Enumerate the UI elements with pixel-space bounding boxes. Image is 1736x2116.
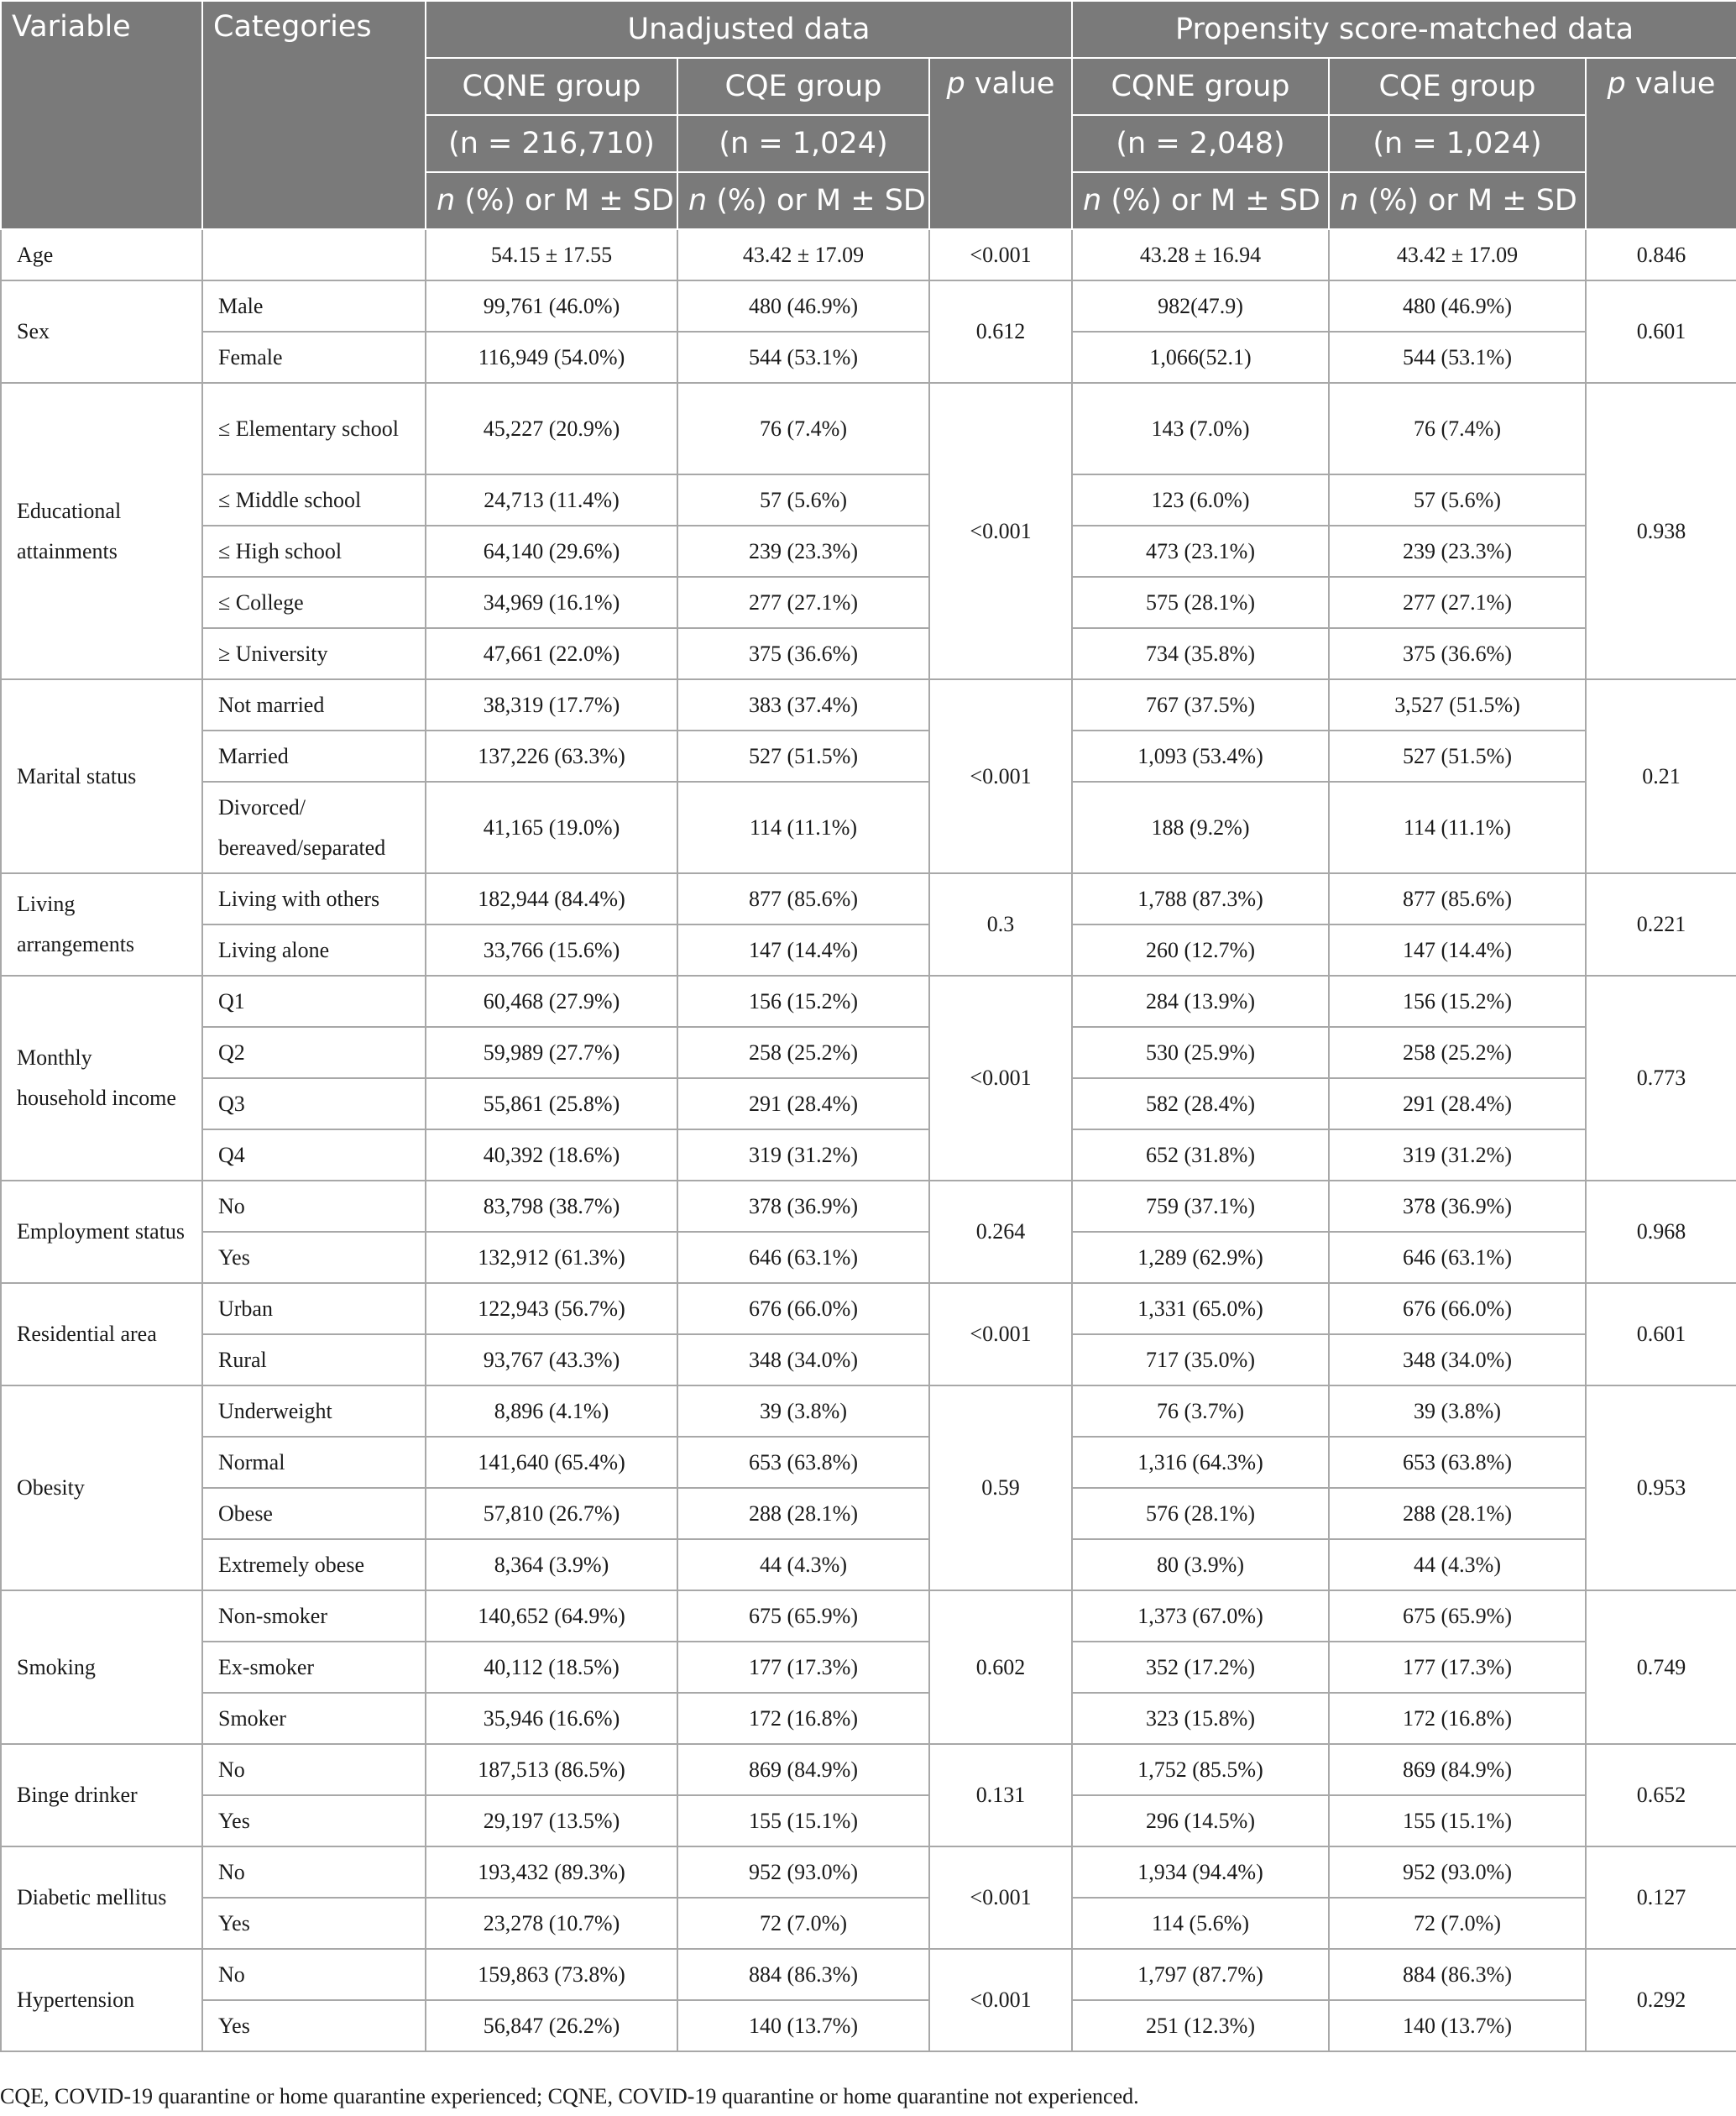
header-matched-cqe: CQE group: [1329, 58, 1586, 115]
unadjusted-cqe-cell: 114 (11.1%): [677, 782, 929, 873]
unadjusted-p-value-cell: <0.001: [929, 976, 1072, 1181]
unadjusted-cqe-cell: 869 (84.9%): [677, 1744, 929, 1795]
category-cell: Married: [202, 731, 426, 782]
unadjusted-cqne-cell: 45,227 (20.9%): [426, 383, 677, 474]
unadjusted-cqne-cell: 23,278 (10.7%): [426, 1898, 677, 1949]
table-row: [1, 1129, 1736, 1181]
matched-cqne-cell: 80 (3.9%): [1072, 1539, 1329, 1590]
unadjusted-p-value-cell: <0.001: [929, 1846, 1072, 1949]
header-unadjusted-p: p value: [929, 58, 1072, 229]
category-cell: Q4: [202, 1129, 426, 1181]
unadjusted-cqne-cell: 132,912 (61.3%): [426, 1232, 677, 1283]
matched-p-value-cell: 0.773: [1586, 976, 1736, 1181]
unadjusted-cqe-cell: 884 (86.3%): [677, 1949, 929, 2000]
matched-cqne-cell: 652 (31.8%): [1072, 1129, 1329, 1181]
unadjusted-cqe-cell: 288 (28.1%): [677, 1488, 929, 1539]
table-row: [1, 1488, 1736, 1539]
header-stat: n (%) or M ± SD: [677, 172, 929, 229]
unadjusted-cqne-cell: 93,767 (43.3%): [426, 1334, 677, 1385]
matched-cqne-cell: 1,289 (62.9%): [1072, 1232, 1329, 1283]
header-unadjusted-cqne-n: (n = 216,710): [426, 115, 677, 172]
matched-p-value-cell: 0.953: [1586, 1385, 1736, 1590]
category-cell: Urban: [202, 1283, 426, 1334]
category-cell: Q1: [202, 976, 426, 1027]
table-row: [1, 628, 1736, 679]
category-cell: Yes: [202, 1795, 426, 1846]
header-matched-cqe-n: (n = 1,024): [1329, 115, 1586, 172]
unadjusted-cqne-cell: 57,810 (26.7%): [426, 1488, 677, 1539]
unadjusted-cqne-cell: 60,468 (27.9%): [426, 976, 677, 1027]
unadjusted-cqne-cell: 56,847 (26.2%): [426, 2000, 677, 2051]
category-cell: Yes: [202, 1898, 426, 1949]
header-matched-cqne: CQNE group: [1072, 58, 1329, 115]
matched-cqe-cell: 57 (5.6%): [1329, 474, 1586, 526]
matched-cqne-cell: 1,093 (53.4%): [1072, 731, 1329, 782]
matched-cqne-cell: 143 (7.0%): [1072, 383, 1329, 474]
matched-p-value-cell: 0.749: [1586, 1590, 1736, 1744]
table-row: [1, 782, 1736, 873]
matched-cqne-cell: 576 (28.1%): [1072, 1488, 1329, 1539]
matched-cqne-cell: 575 (28.1%): [1072, 577, 1329, 628]
unadjusted-cqne-cell: 116,949 (54.0%): [426, 332, 677, 383]
unadjusted-p-value-cell: <0.001: [929, 383, 1072, 679]
unadjusted-cqe-cell: 291 (28.4%): [677, 1078, 929, 1129]
unadjusted-cqne-cell: 8,364 (3.9%): [426, 1539, 677, 1590]
unadjusted-cqne-cell: 33,766 (15.6%): [426, 924, 677, 976]
unadjusted-cqne-cell: 140,652 (64.9%): [426, 1590, 677, 1642]
table-row: [1, 577, 1736, 628]
category-cell: Not married: [202, 679, 426, 731]
unadjusted-cqne-cell: 137,226 (63.3%): [426, 731, 677, 782]
unadjusted-p-value-cell: <0.001: [929, 229, 1072, 280]
matched-p-value-cell: 0.968: [1586, 1181, 1736, 1283]
matched-cqe-cell: 177 (17.3%): [1329, 1642, 1586, 1693]
header-unadjusted-cqne: CQNE group: [426, 58, 677, 115]
unadjusted-cqne-cell: 29,197 (13.5%): [426, 1795, 677, 1846]
variable-cell: Diabetic mellitus: [1, 1846, 202, 1949]
table-row: [1, 1232, 1736, 1283]
header-unadjusted: Unadjusted data: [426, 1, 1072, 58]
matched-cqne-cell: 284 (13.9%): [1072, 976, 1329, 1027]
variable-cell: Living arrangements: [1, 873, 202, 976]
category-cell: Extremely obese: [202, 1539, 426, 1590]
matched-cqne-cell: 296 (14.5%): [1072, 1795, 1329, 1846]
category-cell: Smoker: [202, 1693, 426, 1744]
category-cell: Yes: [202, 2000, 426, 2051]
matched-cqe-cell: 147 (14.4%): [1329, 924, 1586, 976]
matched-p-value-cell: 0.127: [1586, 1846, 1736, 1949]
table-row: [1, 1334, 1736, 1385]
unadjusted-cqne-cell: 47,661 (22.0%): [426, 628, 677, 679]
unadjusted-p-value-cell: 0.59: [929, 1385, 1072, 1590]
unadjusted-cqne-cell: 122,943 (56.7%): [426, 1283, 677, 1334]
unadjusted-cqe-cell: 653 (63.8%): [677, 1437, 929, 1488]
matched-cqe-cell: 43.42 ± 17.09: [1329, 229, 1586, 280]
matched-cqe-cell: 676 (66.0%): [1329, 1283, 1586, 1334]
matched-cqe-cell: 544 (53.1%): [1329, 332, 1586, 383]
category-cell: Non-smoker: [202, 1590, 426, 1642]
table-row: [1, 2000, 1736, 2051]
unadjusted-cqne-cell: 35,946 (16.6%): [426, 1693, 677, 1744]
unadjusted-cqe-cell: 375 (36.6%): [677, 628, 929, 679]
unadjusted-cqe-cell: 877 (85.6%): [677, 873, 929, 924]
table-row: [1, 383, 1736, 474]
matched-cqe-cell: 527 (51.5%): [1329, 731, 1586, 782]
unadjusted-cqe-cell: 348 (34.0%): [677, 1334, 929, 1385]
matched-cqne-cell: 323 (15.8%): [1072, 1693, 1329, 1744]
variable-cell: Binge drinker: [1, 1744, 202, 1846]
matched-cqne-cell: 188 (9.2%): [1072, 782, 1329, 873]
unadjusted-p-value-cell: 0.602: [929, 1590, 1072, 1744]
matched-cqne-cell: 1,797 (87.7%): [1072, 1949, 1329, 2000]
matched-p-value-cell: 0.601: [1586, 1283, 1736, 1385]
header-matched-cqne-n: (n = 2,048): [1072, 115, 1329, 172]
table-row: [1, 1283, 1736, 1334]
matched-cqe-cell: 675 (65.9%): [1329, 1590, 1586, 1642]
unadjusted-cqe-cell: 39 (3.8%): [677, 1385, 929, 1437]
matched-cqe-cell: 258 (25.2%): [1329, 1027, 1586, 1078]
category-cell: Underweight: [202, 1385, 426, 1437]
footnote: CQE, COVID-19 quarantine or home quarantine experienced; CQNE, COVID-19 quarantine or home quarantine not experienced.: [0, 2084, 1139, 2108]
header-variable: Variable: [1, 1, 202, 229]
matched-cqe-cell: 39 (3.8%): [1329, 1385, 1586, 1437]
matched-p-value-cell: 0.601: [1586, 280, 1736, 383]
table-row: [1, 1642, 1736, 1693]
category-cell: Divorced/ bereaved/separated: [202, 782, 426, 873]
table-row: [1, 280, 1736, 332]
variable-cell: Hypertension: [1, 1949, 202, 2051]
category-cell: ≤ High school: [202, 526, 426, 577]
unadjusted-cqe-cell: 72 (7.0%): [677, 1898, 929, 1949]
category-cell: ≥ University: [202, 628, 426, 679]
matched-cqe-cell: 3,527 (51.5%): [1329, 679, 1586, 731]
matched-cqne-cell: 352 (17.2%): [1072, 1642, 1329, 1693]
matched-cqe-cell: 646 (63.1%): [1329, 1232, 1586, 1283]
unadjusted-cqne-cell: 182,944 (84.4%): [426, 873, 677, 924]
matched-p-value-cell: 0.846: [1586, 229, 1736, 280]
unadjusted-cqne-cell: 41,165 (19.0%): [426, 782, 677, 873]
header-stat: n (%) or M ± SD: [1072, 172, 1329, 229]
unadjusted-cqe-cell: 383 (37.4%): [677, 679, 929, 731]
unadjusted-cqe-cell: 44 (4.3%): [677, 1539, 929, 1590]
matched-cqe-cell: 44 (4.3%): [1329, 1539, 1586, 1590]
unadjusted-cqe-cell: 319 (31.2%): [677, 1129, 929, 1181]
matched-cqe-cell: 480 (46.9%): [1329, 280, 1586, 332]
unadjusted-cqe-cell: 544 (53.1%): [677, 332, 929, 383]
matched-cqe-cell: 114 (11.1%): [1329, 782, 1586, 873]
unadjusted-cqe-cell: 378 (36.9%): [677, 1181, 929, 1232]
matched-p-value-cell: 0.221: [1586, 873, 1736, 976]
unadjusted-cqne-cell: 38,319 (17.7%): [426, 679, 677, 731]
matched-cqe-cell: 877 (85.6%): [1329, 873, 1586, 924]
table-row: [1, 474, 1736, 526]
table-row: [1, 332, 1736, 383]
table-row: [1, 229, 1736, 280]
variable-cell: Marital status: [1, 679, 202, 873]
table-row: [1, 679, 1736, 731]
unadjusted-cqne-cell: 83,798 (38.7%): [426, 1181, 677, 1232]
category-cell: No: [202, 1846, 426, 1898]
unadjusted-cqe-cell: 140 (13.7%): [677, 2000, 929, 2051]
table-row: [1, 1437, 1736, 1488]
header-stat: n (%) or M ± SD: [426, 172, 677, 229]
matched-cqne-cell: 43.28 ± 16.94: [1072, 229, 1329, 280]
variable-cell: Monthly household income: [1, 976, 202, 1181]
category-cell: Obese: [202, 1488, 426, 1539]
matched-cqe-cell: 76 (7.4%): [1329, 383, 1586, 474]
category-cell: Normal: [202, 1437, 426, 1488]
variable-cell: Obesity: [1, 1385, 202, 1590]
matched-cqne-cell: 473 (23.1%): [1072, 526, 1329, 577]
table-row: [1, 1795, 1736, 1846]
matched-cqne-cell: 1,752 (85.5%): [1072, 1744, 1329, 1795]
matched-cqe-cell: 348 (34.0%): [1329, 1334, 1586, 1385]
table-row: [1, 1949, 1736, 2000]
unadjusted-cqne-cell: 193,432 (89.3%): [426, 1846, 677, 1898]
matched-cqe-cell: 239 (23.3%): [1329, 526, 1586, 577]
matched-cqne-cell: 530 (25.9%): [1072, 1027, 1329, 1078]
unadjusted-p-value-cell: <0.001: [929, 679, 1072, 873]
table-row: [1, 976, 1736, 1027]
category-cell: ≤ Middle school: [202, 474, 426, 526]
unadjusted-cqe-cell: 952 (93.0%): [677, 1846, 929, 1898]
unadjusted-cqe-cell: 527 (51.5%): [677, 731, 929, 782]
matched-cqne-cell: 114 (5.6%): [1072, 1898, 1329, 1949]
matched-cqe-cell: 378 (36.9%): [1329, 1181, 1586, 1232]
unadjusted-cqe-cell: 43.42 ± 17.09: [677, 229, 929, 280]
variable-cell: Residential area: [1, 1283, 202, 1385]
unadjusted-cqe-cell: 156 (15.2%): [677, 976, 929, 1027]
table-row: [1, 924, 1736, 976]
table-row: [1, 1898, 1736, 1949]
matched-cqne-cell: 1,373 (67.0%): [1072, 1590, 1329, 1642]
table-row: [1, 526, 1736, 577]
unadjusted-cqe-cell: 57 (5.6%): [677, 474, 929, 526]
category-cell: No: [202, 1949, 426, 2000]
unadjusted-cqe-cell: 646 (63.1%): [677, 1232, 929, 1283]
unadjusted-cqne-cell: 54.15 ± 17.55: [426, 229, 677, 280]
variable-cell: Employment status: [1, 1181, 202, 1283]
header-matched: Propensity score-matched data: [1072, 1, 1736, 58]
table-row: [1, 1385, 1736, 1437]
category-cell: Female: [202, 332, 426, 383]
unadjusted-cqe-cell: 676 (66.0%): [677, 1283, 929, 1334]
unadjusted-cqe-cell: 480 (46.9%): [677, 280, 929, 332]
category-cell: No: [202, 1744, 426, 1795]
matched-cqne-cell: 123 (6.0%): [1072, 474, 1329, 526]
matched-cqe-cell: 319 (31.2%): [1329, 1129, 1586, 1181]
unadjusted-cqne-cell: 24,713 (11.4%): [426, 474, 677, 526]
unadjusted-p-value-cell: 0.264: [929, 1181, 1072, 1283]
matched-cqne-cell: 1,934 (94.4%): [1072, 1846, 1329, 1898]
matched-cqe-cell: 884 (86.3%): [1329, 1949, 1586, 2000]
table-row: [1, 1539, 1736, 1590]
variable-cell: Smoking: [1, 1590, 202, 1744]
unadjusted-cqne-cell: 141,640 (65.4%): [426, 1437, 677, 1488]
matched-cqe-cell: 172 (16.8%): [1329, 1693, 1586, 1744]
matched-cqe-cell: 155 (15.1%): [1329, 1795, 1586, 1846]
unadjusted-cqe-cell: 239 (23.3%): [677, 526, 929, 577]
matched-p-value-cell: 0.292: [1586, 1949, 1736, 2051]
matched-cqe-cell: 952 (93.0%): [1329, 1846, 1586, 1898]
category-cell: Living alone: [202, 924, 426, 976]
category-cell: Male: [202, 280, 426, 332]
unadjusted-cqe-cell: 155 (15.1%): [677, 1795, 929, 1846]
unadjusted-p-value-cell: <0.001: [929, 1283, 1072, 1385]
category-cell: No: [202, 1181, 426, 1232]
matched-cqe-cell: 288 (28.1%): [1329, 1488, 1586, 1539]
header-matched-p: p value: [1586, 58, 1736, 229]
matched-cqne-cell: 1,316 (64.3%): [1072, 1437, 1329, 1488]
table-row: [1, 731, 1736, 782]
variable-cell: Sex: [1, 280, 202, 383]
unadjusted-cqe-cell: 277 (27.1%): [677, 577, 929, 628]
matched-cqne-cell: 251 (12.3%): [1072, 2000, 1329, 2051]
header-unadjusted-cqe: CQE group: [677, 58, 929, 115]
matched-cqe-cell: 869 (84.9%): [1329, 1744, 1586, 1795]
unadjusted-p-value-cell: 0.3: [929, 873, 1072, 976]
matched-cqne-cell: 734 (35.8%): [1072, 628, 1329, 679]
unadjusted-cqne-cell: 55,861 (25.8%): [426, 1078, 677, 1129]
category-cell: Q2: [202, 1027, 426, 1078]
matched-cqne-cell: 759 (37.1%): [1072, 1181, 1329, 1232]
category-cell: ≤ Elementary school: [202, 383, 426, 474]
unadjusted-cqne-cell: 34,969 (16.1%): [426, 577, 677, 628]
table-row: [1, 873, 1736, 924]
matched-cqe-cell: 140 (13.7%): [1329, 2000, 1586, 2051]
unadjusted-cqne-cell: 99,761 (46.0%): [426, 280, 677, 332]
unadjusted-cqe-cell: 76 (7.4%): [677, 383, 929, 474]
unadjusted-p-value-cell: 0.612: [929, 280, 1072, 383]
category-cell: Ex-smoker: [202, 1642, 426, 1693]
category-cell: ≤ College: [202, 577, 426, 628]
matched-cqne-cell: 260 (12.7%): [1072, 924, 1329, 976]
matched-p-value-cell: 0.21: [1586, 679, 1736, 873]
variable-cell: Educational attainments: [1, 383, 202, 679]
table-row: [1, 1078, 1736, 1129]
category-cell: Yes: [202, 1232, 426, 1283]
category-cell: Living with others: [202, 873, 426, 924]
matched-cqe-cell: 291 (28.4%): [1329, 1078, 1586, 1129]
unadjusted-cqne-cell: 59,989 (27.7%): [426, 1027, 677, 1078]
matched-cqne-cell: 767 (37.5%): [1072, 679, 1329, 731]
header-categories: Categories: [202, 1, 426, 229]
matched-cqe-cell: 277 (27.1%): [1329, 577, 1586, 628]
table-row: [1, 1693, 1736, 1744]
matched-cqe-cell: 156 (15.2%): [1329, 976, 1586, 1027]
category-cell: Rural: [202, 1334, 426, 1385]
matched-cqne-cell: 717 (35.0%): [1072, 1334, 1329, 1385]
unadjusted-cqe-cell: 177 (17.3%): [677, 1642, 929, 1693]
table-row: [1, 1181, 1736, 1232]
unadjusted-cqe-cell: 172 (16.8%): [677, 1693, 929, 1744]
category-cell: Q3: [202, 1078, 426, 1129]
table-body: [1, 229, 1736, 2051]
table-row: [1, 1590, 1736, 1642]
matched-cqne-cell: 76 (3.7%): [1072, 1385, 1329, 1437]
category-cell: [202, 229, 426, 280]
matched-cqne-cell: 582 (28.4%): [1072, 1078, 1329, 1129]
unadjusted-cqe-cell: 675 (65.9%): [677, 1590, 929, 1642]
unadjusted-cqe-cell: 258 (25.2%): [677, 1027, 929, 1078]
unadjusted-p-value-cell: <0.001: [929, 1949, 1072, 2051]
matched-cqne-cell: 1,788 (87.3%): [1072, 873, 1329, 924]
unadjusted-cqne-cell: 8,896 (4.1%): [426, 1385, 677, 1437]
matched-cqne-cell: 1,331 (65.0%): [1072, 1283, 1329, 1334]
matched-p-value-cell: 0.938: [1586, 383, 1736, 679]
unadjusted-cqne-cell: 64,140 (29.6%): [426, 526, 677, 577]
variable-cell: Age: [1, 229, 202, 280]
table-row: [1, 1027, 1736, 1078]
matched-cqe-cell: 375 (36.6%): [1329, 628, 1586, 679]
matched-cqe-cell: 653 (63.8%): [1329, 1437, 1586, 1488]
unadjusted-cqne-cell: 187,513 (86.5%): [426, 1744, 677, 1795]
unadjusted-cqne-cell: 40,112 (18.5%): [426, 1642, 677, 1693]
table-row: [1, 1744, 1736, 1795]
matched-cqe-cell: 72 (7.0%): [1329, 1898, 1586, 1949]
matched-p-value-cell: 0.652: [1586, 1744, 1736, 1846]
unadjusted-cqe-cell: 147 (14.4%): [677, 924, 929, 976]
unadjusted-cqne-cell: 159,863 (73.8%): [426, 1949, 677, 2000]
matched-cqne-cell: 1,066(52.1): [1072, 332, 1329, 383]
unadjusted-cqne-cell: 40,392 (18.6%): [426, 1129, 677, 1181]
table-row: [1, 1846, 1736, 1898]
header-stat: n (%) or M ± SD: [1329, 172, 1586, 229]
matched-cqne-cell: 982(47.9): [1072, 280, 1329, 332]
unadjusted-p-value-cell: 0.131: [929, 1744, 1072, 1846]
header-unadjusted-cqe-n: (n = 1,024): [677, 115, 929, 172]
